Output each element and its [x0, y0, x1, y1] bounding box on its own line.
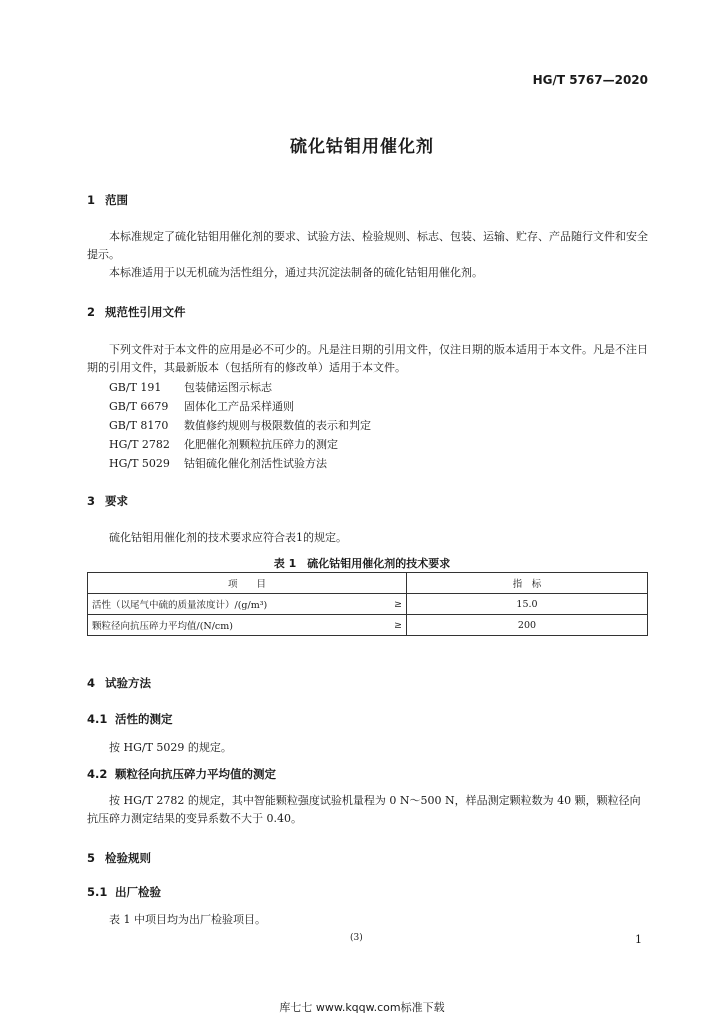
table-header-row	[88, 573, 648, 594]
reference-item	[109, 379, 272, 395]
section-5-heading	[87, 850, 151, 866]
reference-title: 钴钼硫化催化剂活性试验方法	[184, 457, 327, 470]
subsection-number: 4.1	[87, 712, 108, 726]
section-number: 3	[87, 494, 96, 508]
section-title: 规范性引用文件	[105, 305, 186, 319]
section-1-heading	[87, 192, 128, 208]
reference-title: 化肥催化剂颗粒抗压碎力的测定	[184, 438, 338, 451]
row-comparator: ≥	[380, 594, 407, 615]
reference-title: 数值修约规则与极限数值的表示和判定	[184, 419, 371, 432]
row-name: 活性（以尾气中硫的质量浓度计）/(g/m³)	[88, 594, 381, 615]
reference-code: GB/T 8170	[109, 419, 169, 432]
section-title: 要求	[105, 494, 128, 508]
subsection-number: 5.1	[87, 885, 108, 899]
subsection-title: 活性的测定	[115, 712, 173, 726]
section-title: 检验规则	[105, 851, 151, 865]
section-number: 2	[87, 305, 96, 319]
standard-number: HG/T 5767—2020	[532, 73, 648, 87]
section-3-paragraph-1: 硫化钴钼用催化剂的技术要求应符合表1的规定。	[109, 531, 347, 544]
document-title: 硫化钴钼用催化剂	[290, 137, 434, 157]
reference-title: 固体化工产品采样通则	[184, 400, 294, 413]
reference-code: GB/T 191	[109, 381, 162, 394]
reference-code: HG/T 5029	[109, 457, 170, 470]
section-3-heading	[87, 493, 128, 509]
reference-item	[109, 398, 294, 414]
download-watermark: 库七七 www.kqqw.com标准下载	[279, 1001, 445, 1014]
reference-item	[109, 455, 327, 471]
section-1-paragraph-1: 本标准规定了硫化钴钼用催化剂的要求、试验方法、检验规则、标志、包装、运输、贮存、产品随行文件和安全提示。	[87, 230, 648, 261]
column-header-index: 指 标	[407, 573, 648, 594]
row-value: 15.0	[407, 594, 648, 615]
subsection-title: 出厂检验	[115, 885, 161, 899]
section-number: 4	[87, 676, 96, 690]
requirements-table	[87, 572, 648, 636]
section-number: 5	[87, 851, 96, 865]
section-number: 1	[87, 193, 96, 207]
table-row	[88, 615, 648, 636]
row-name: 颗粒径向抗压碎力平均值/(N/cm)	[88, 615, 381, 636]
section-4-heading	[87, 675, 151, 691]
subsection-4-2-heading	[87, 766, 276, 782]
section-title: 试验方法	[105, 676, 151, 690]
column-header-item: 项 目	[88, 573, 407, 594]
subsection-4-1-paragraph: 按 HG/T 5029 的规定。	[109, 741, 232, 754]
reference-code: HG/T 2782	[109, 438, 170, 451]
subsection-4-1-heading	[87, 711, 173, 727]
reference-title: 包装储运图示标志	[184, 381, 272, 394]
page-number: 1	[635, 933, 642, 946]
subsection-title: 颗粒径向抗压碎力平均值的测定	[115, 767, 276, 781]
row-value: 200	[407, 615, 648, 636]
section-1-paragraph-2: 本标准适用于以无机硫为活性组分，通过共沉淀法制备的硫化钴钼用催化剂。	[109, 266, 483, 279]
section-title: 范围	[105, 193, 128, 207]
subsection-5-1-heading	[87, 884, 161, 900]
print-number: (3)	[350, 933, 363, 943]
reference-item	[109, 417, 371, 433]
subsection-4-2-paragraph: 按 HG/T 2782 的规定，其中智能颗粒强度试验机量程为 0 N～500 N，样品测定颗粒数为 40 颗，颗粒径向抗压碎力测定结果的变异系数不大于 0.40。	[87, 794, 641, 825]
subsection-5-1-paragraph: 表 1 中项目均为出厂检验项目。	[109, 913, 266, 926]
section-2-paragraph-1: 下列文件对于本文件的应用是必不可少的。凡是注日期的引用文件，仅注日期的版本适用于本文件。凡是不注日期的引用文件，其最新版本（包括所有的修改单）适用于本文件。	[87, 343, 648, 374]
table-row	[88, 594, 648, 615]
table-caption: 表 1 硫化钴钼用催化剂的技术要求	[273, 557, 451, 570]
subsection-number: 4.2	[87, 767, 108, 781]
row-comparator: ≥	[380, 615, 407, 636]
reference-item	[109, 436, 338, 452]
reference-code: GB/T 6679	[109, 400, 169, 413]
section-2-heading	[87, 304, 186, 320]
